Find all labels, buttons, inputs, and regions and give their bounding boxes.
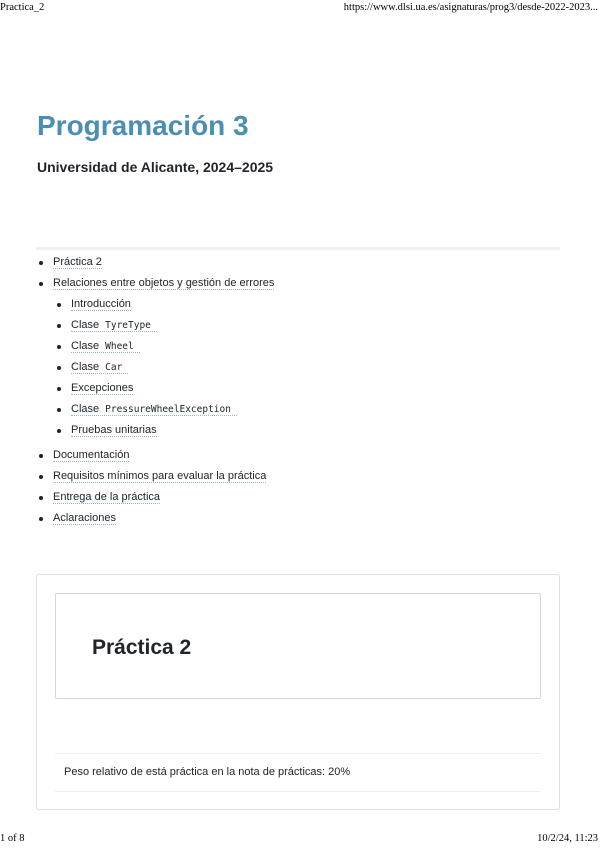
toc-clase-label: Clase (71, 361, 100, 373)
toc-item-aclaraciones (36, 510, 560, 531)
toc-item-pruebas (36, 422, 560, 443)
toc-link-clase-tyretype[interactable] (71, 319, 157, 332)
toc-code-car: Car (105, 362, 123, 373)
note-divider-top (55, 753, 541, 754)
page-title: Programación 3 (37, 110, 249, 141)
print-footer-datetime: 10/2/24, 11:23 (537, 833, 598, 844)
practice-heading-box (55, 593, 541, 699)
toc-link-relaciones[interactable]: Relaciones entre objetos y gestión de errores (53, 277, 275, 289)
toc-divider (36, 247, 560, 250)
toc-item-introduccion (36, 296, 560, 317)
toc-clase-label: Clase (71, 403, 100, 415)
toc-link-introduccion[interactable]: Introducción (71, 298, 131, 310)
toc-link-aclaraciones[interactable]: Aclaraciones (53, 512, 116, 524)
table-of-contents (36, 254, 560, 531)
toc-item-documentacion (36, 447, 560, 468)
page-subtitle: Universidad de Alicante, 2024–2025 (37, 159, 274, 175)
toc-code-pressure: PressureWheelException (105, 404, 231, 415)
toc-item-clase-tyretype (36, 317, 560, 338)
toc-link-clase-pressure[interactable] (71, 403, 237, 416)
toc-item-clase-car (36, 359, 560, 380)
toc-link-documentacion[interactable]: Documentación (53, 449, 130, 461)
toc-code-tyretype: TyreType (105, 320, 151, 331)
toc-item-clase-pressure (36, 401, 560, 422)
note-divider-bottom (55, 791, 541, 792)
toc-link-pruebas[interactable]: Pruebas unitarias (71, 424, 157, 436)
print-header-title: Practica_2 (0, 2, 45, 13)
toc-item-relaciones (36, 275, 560, 296)
toc-item-clase-wheel (36, 338, 560, 359)
toc-link-excepciones[interactable]: Excepciones (71, 382, 134, 394)
toc-link-entrega[interactable]: Entrega de la práctica (53, 491, 161, 503)
weight-note: Peso relativo de está práctica en la nota de prácticas: 20% (64, 766, 351, 778)
practice-heading: Práctica 2 (92, 636, 192, 659)
toc-item-entrega (36, 489, 560, 510)
toc-link-clase-car[interactable] (71, 361, 128, 374)
toc-clase-label: Clase (71, 319, 100, 331)
toc-link-practica[interactable]: Práctica 2 (53, 256, 102, 268)
toc-link-clase-wheel[interactable] (71, 340, 140, 353)
toc-code-wheel: Wheel (105, 341, 134, 352)
practice-card (36, 574, 560, 810)
print-footer-page: 1 of 8 (0, 833, 25, 844)
toc-item-practica (36, 254, 560, 275)
toc-item-excepciones (36, 380, 560, 401)
toc-link-requisitos[interactable]: Requisitos mínimos para evaluar la práctica (53, 470, 267, 482)
print-header-url: https://www.dlsi.ua.es/asignaturas/prog3/desde-2022-2023... (343, 2, 598, 13)
toc-clase-label: Clase (71, 340, 100, 352)
toc-item-requisitos (36, 468, 560, 489)
